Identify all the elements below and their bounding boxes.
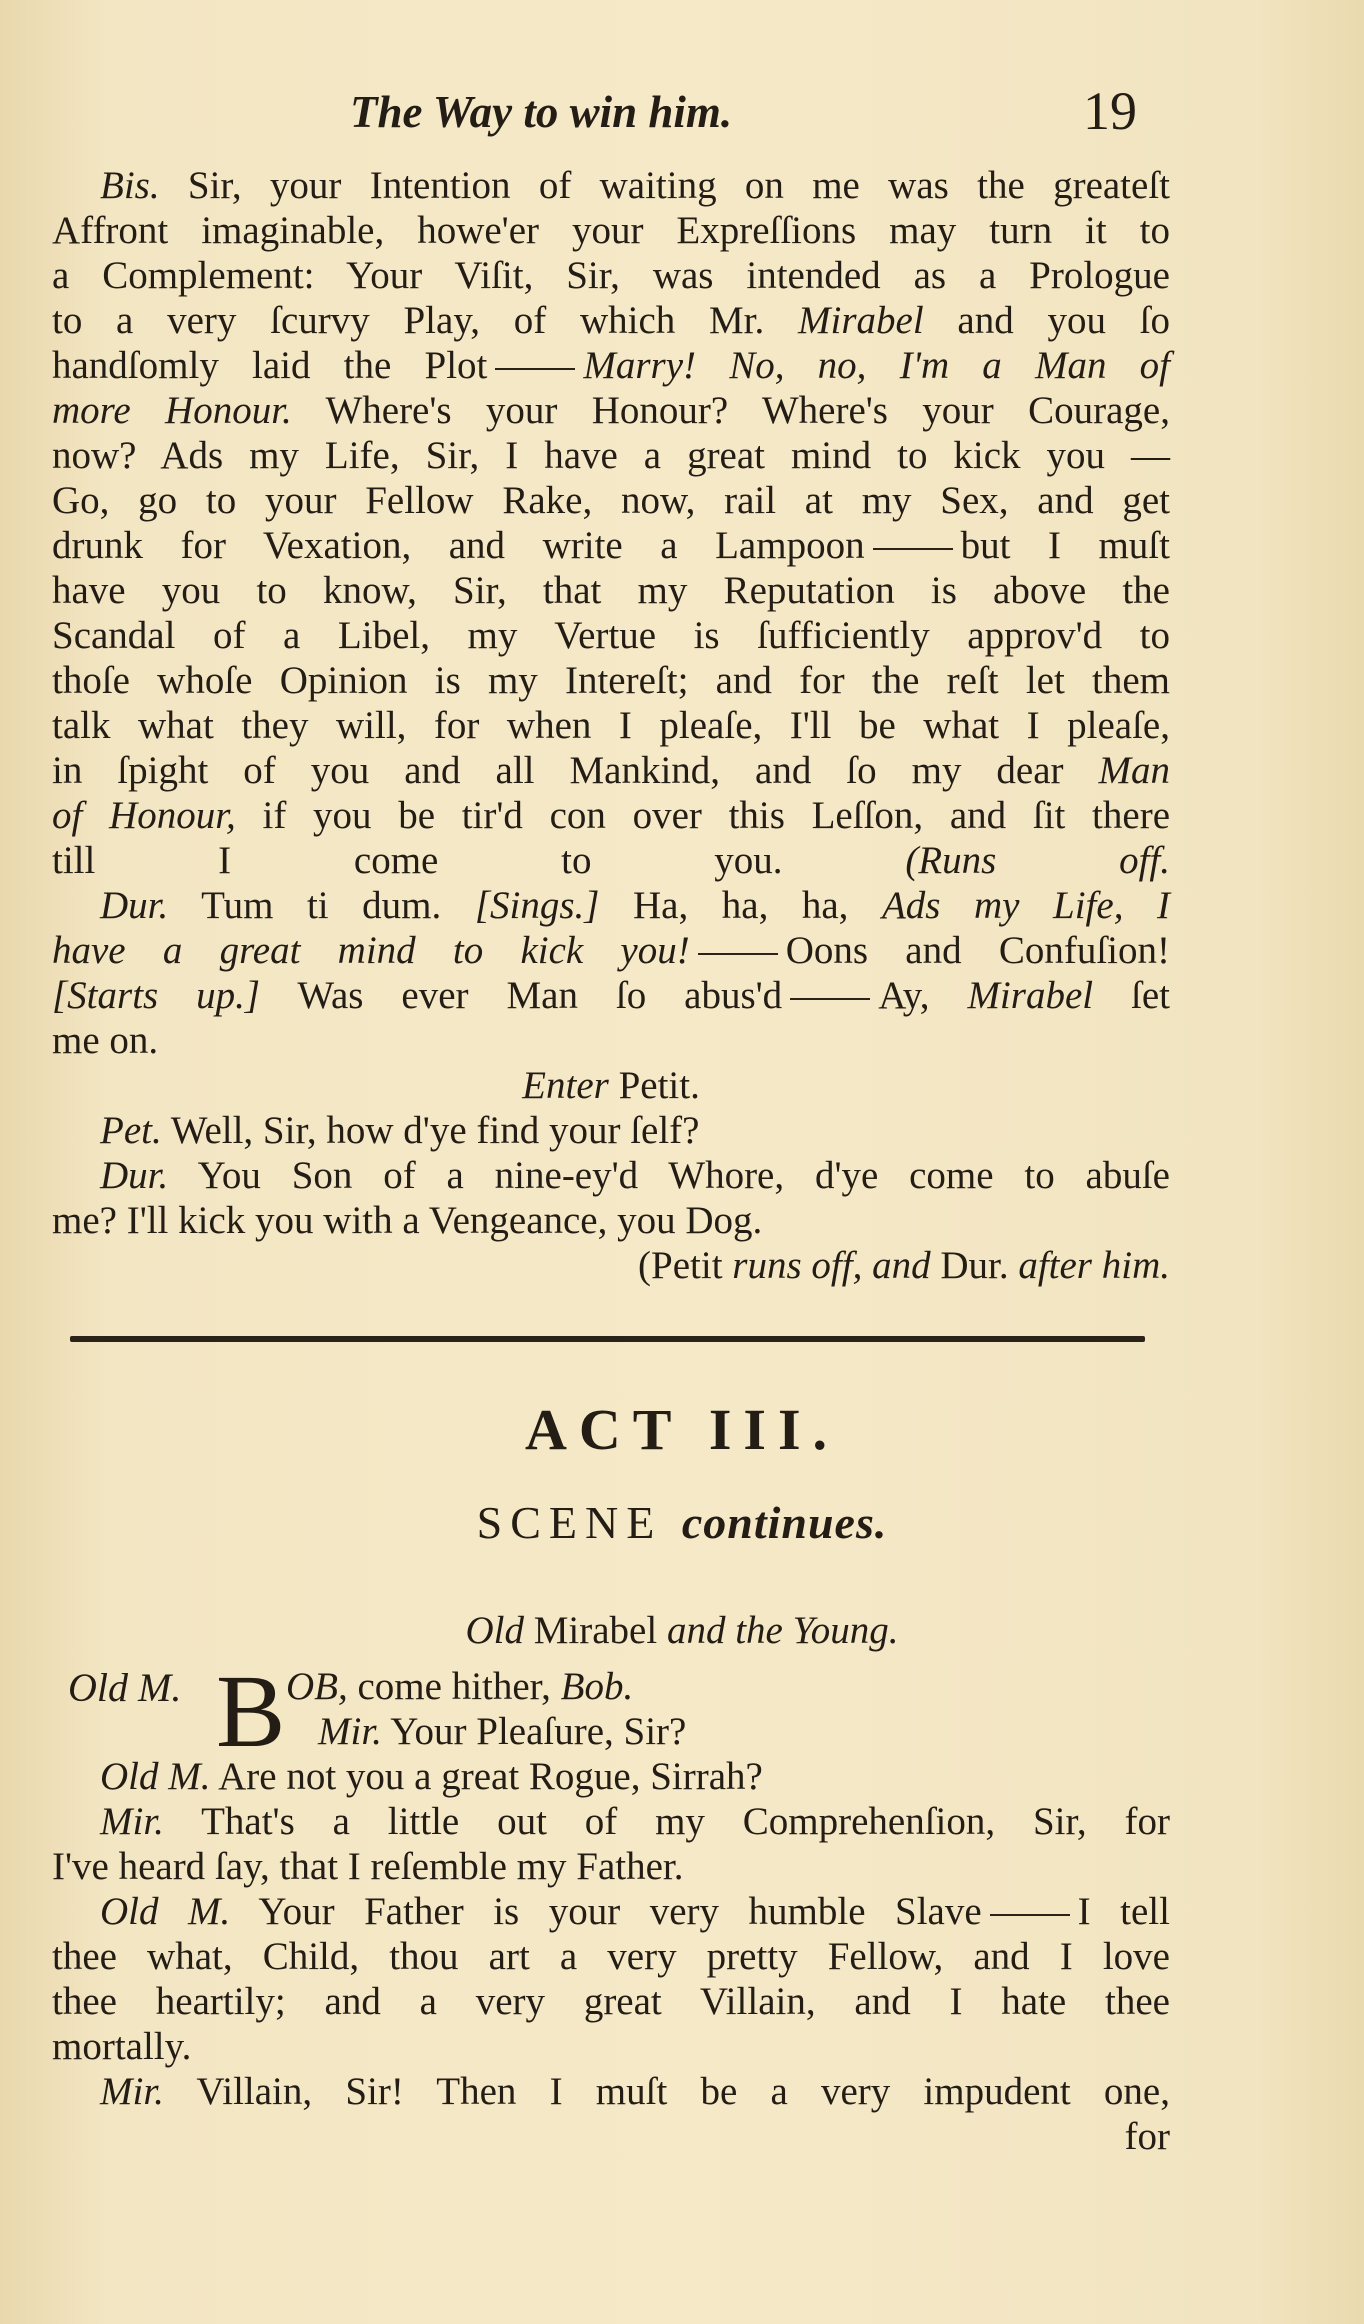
scene-stage-direction: Old Mirabel and the Young. (465, 1609, 899, 1652)
scene-heading: SCENE continues. (476, 1497, 888, 1548)
text-line: Mir. Villain, Sir! Then I muſt be a very impudent one, (100, 2070, 1170, 2113)
text-line: me? I'll kick you with a Vengeance, you Dog. (52, 1199, 763, 1242)
speaker-label: Pet. (100, 1109, 162, 1152)
stage-direction-exit: (Petit runs off, and Dur. after him. (638, 1244, 1170, 1287)
text-line: Dur. You Son of a nine-ey'd Whore, d'ye come to abuſe (100, 1154, 1170, 1197)
text-line: thoſe whoſe Opinion is my Intereſt; and for the reſt let them (52, 659, 1170, 702)
speaker-label: Mir. (318, 1710, 382, 1753)
text-line: I've heard ſay, that I reſemble my Father. (52, 1845, 684, 1888)
em-dash-rule (698, 953, 778, 955)
text-line: Affront imaginable, howe'er your Expreſſions may turn it to (52, 209, 1170, 252)
speaker-label: Old M. (100, 1890, 231, 1933)
running-title: The Way to win him. (350, 87, 733, 137)
text-line: Old M. Your Father is your very humble Slave I tell (100, 1890, 1170, 1933)
text-line: OB, come hither, Bob. (286, 1665, 634, 1708)
speaker-label: Mir. (100, 1800, 164, 1843)
text-line: Bis. Sir, your Intention of waiting on me was the greateſt (100, 164, 1171, 207)
text-line: have a great mind to kick you! Oons and Confuſion! (52, 929, 1170, 972)
page-number: 19 (1083, 81, 1137, 141)
speaker-label: Dur. (100, 884, 169, 927)
text-line: Dur. Tum ti dum. [Sings.] Ha, ha, ha, Ads my Life, I (100, 884, 1170, 927)
text-line: thee heartily; and a very great Villain, and I hate thee (52, 1980, 1170, 2023)
text-line: thee what, Child, thou art a very pretty Fellow, and I love (52, 1935, 1170, 1978)
speaker-label: Dur. (100, 1154, 169, 1197)
text-line: a Complement: Your Viſit, Sir, was intended as a Prologue (52, 254, 1170, 297)
stage-direction: [Sings.] (474, 884, 600, 927)
text-line: more Honour. Where's your Honour? Where's your Courage, (52, 389, 1170, 432)
text-line: of Honour, if you be tir'd con over this Leſſon, and ſit there (52, 794, 1171, 837)
text-line: [Starts up.] Was ever Man ſo abus'd Ay, Mirabel ſet (52, 974, 1171, 1017)
text-line: mortally. (52, 2025, 192, 2068)
text-line: in ſpight of you and all Mankind, and ſo my dear Man (52, 749, 1171, 792)
text-line: handſomly laid the Plot Marry! No, no, I'm a Man of (52, 344, 1171, 387)
em-dash-rule (873, 548, 953, 550)
speaker-label: Old M. (68, 1665, 182, 1710)
text-line: now? Ads my Life, Sir, I have a great mind to kick you — (52, 434, 1170, 477)
text-line: drunk for Vexation, and write a Lampoon but I muſt (52, 524, 1170, 567)
em-dash-rule (495, 368, 575, 370)
section-divider-rule (70, 1336, 1145, 1342)
speaker-label: Mir. (100, 2070, 164, 2113)
stage-direction: (Runs off. (905, 839, 1171, 882)
text-line: me on. (52, 1019, 159, 1062)
text-line: Mir. That's a little out of my Comprehenſion, Sir, for (100, 1800, 1170, 1843)
speaker-label: Bis. (100, 164, 160, 207)
text-line: Go, go to your Fellow Rake, now, rail at my Sex, and get (52, 479, 1170, 522)
speaker-label: Old M. (100, 1755, 211, 1798)
drop-cap: B (216, 1654, 286, 1769)
text-line: till I come to you. (Runs off. (52, 839, 1171, 882)
text-line: Old M. Are not you a great Rogue, Sirrah? (100, 1755, 763, 1798)
em-dash-rule (990, 1914, 1070, 1916)
text-line: Scandal of a Libel, my Vertue is ſufficiently approv'd to (52, 614, 1170, 657)
em-dash-rule (790, 998, 870, 1000)
stage-direction: [Starts up.] (52, 974, 261, 1017)
page-header (0, 80, 1364, 140)
catchword: for (1124, 2115, 1170, 2158)
act-heading: ACT III. (524, 1397, 840, 1462)
text-line: have you to know, Sir, that my Reputation is above the (52, 569, 1170, 612)
text-line: Pet. Well, Sir, how d'ye find your ſelf? (100, 1109, 700, 1152)
text-line: talk what they will, for when I pleaſe, I'll be what I pleaſe, (52, 704, 1170, 747)
text-line: Mir. Your Pleaſure, Sir? (318, 1710, 687, 1753)
text-line: to a very ſcurvy Play, of which Mr. Mirabel and you ſo (52, 299, 1171, 342)
stage-direction-enter: Enter Petit. (522, 1064, 700, 1107)
